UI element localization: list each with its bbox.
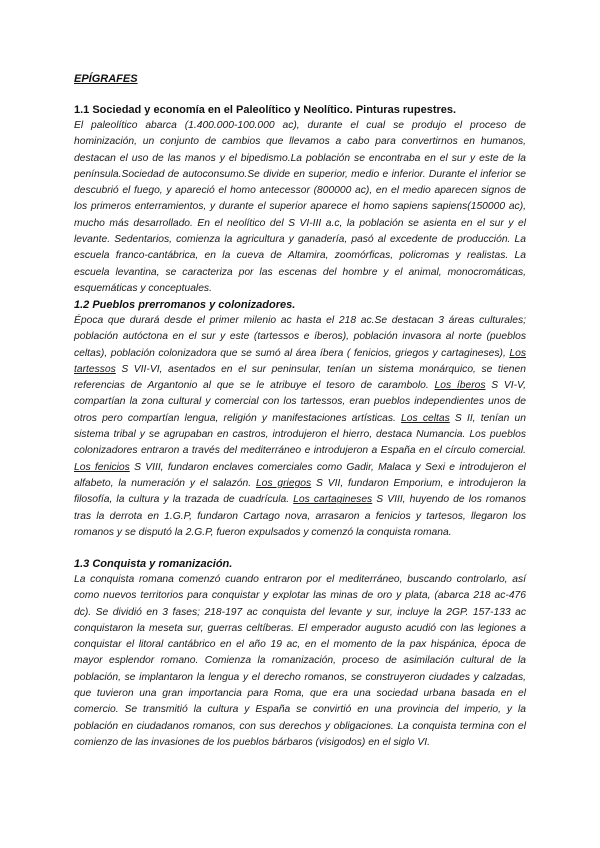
document-title: EPÍGRAFES — [74, 73, 138, 85]
text-run: S VIII, fundaron enclaves comerciales como Gadir, Malaca y Sexi e introdujeron el alfabeto, la numeración y el salazón. — [74, 461, 526, 489]
term-cartagineses: Los cartagineses — [293, 494, 373, 506]
text-run: S VII-VI, asentados en el sur peninsular, tenían un sistema monárquico, se tienen referencias de Argantonio al que se le atribuye el tesoro de carambolo. — [74, 363, 526, 392]
text-run: Época que durará desde el primer milenio ac hasta el 218 ac.Se destacan 3 áreas culturales; población autóctona en el sur y este (tartessos e íberos), población invasora al norte (pueblos celtas), población colonizadora que se sumó al área íbera ( fenicios, griegos y cartagineses), — [74, 315, 526, 359]
term-iberos: Los íberos — [434, 380, 486, 392]
section-paleolitico-neolitico — [74, 102, 526, 297]
section-heading: 1.2 Pueblos prerromanos y colonizadores. — [74, 299, 296, 311]
section-pueblos-prerromanos — [74, 297, 526, 541]
text-run: S VIII, huyendo de los romanos tras la derrota en 1.G.P, fundaron Cartago nova, arrasaron a fenicios y tartesos, llegaron los romanos y se disputó la 2.G.P, fueron expulsados y comenzó la conquista romana. — [74, 494, 526, 538]
term-fenicios: Los fenicios — [74, 461, 130, 473]
section-body: El paleolítico abarca (1.400.000-100.000 ac), durante el cual se produjo el proceso de hominización, un conjunto de cambios que llevamos a cabo para convertirnos en humanos, destacan el uso de las manos y el bipedismo.La población se encontraba en el sur y este de la península.Sociedad de autoconsumo.Se divide en superior, medio e inferior. Durante el inferior se descubrió el fuego, y apareció el homo antecessor (800000 ac), en el medio aparecen signos de los primeros enterramientos, y durante el superior aparece el homo sapiens sapiens(150000 ac), mucho más desarrollado. En el neolítico del S VI-III a.c, la población se asienta en el sur y el levante. Sedentarios, comienza la agricultura y ganadería, pasó al excedente de producción. La escuela franco-cantábrica, en la cueva de Altamira, zoomórficas, policromas y realistas. La escuela levantina, se caracteriza por las escenas del hombre y el animal, monocromáticas, esquemáticas y conceptuales. — [74, 120, 526, 294]
section-body — [74, 313, 526, 541]
text-run: S VI-V, compartían la zona cultural y comercial con los tartessos, eran pueblos independientes unos de otros pero compartían lengua, religión y manifestaciones artísticas. — [74, 380, 526, 424]
text-run: S II, tenían un sistema tribal y se agrupaban en castros, introdujeron el hierro, destaca Numancia. Los pueblos colonizadores entraron a través del mediterráneo e introdujeron a España en el círculo comercial. — [74, 412, 526, 457]
section-conquista-romanizacion — [74, 556, 526, 751]
section-heading: 1.1 Sociedad y economía en el Paleolítico y Neolítico. Pinturas rupestres. — [74, 104, 457, 116]
section-heading: 1.3 Conquista y romanización. — [74, 558, 233, 570]
term-griegos: Los griegos — [255, 477, 312, 489]
text-run: S VII, fundaron Emporium, e introdujeron la filosofía, la cultura y la trazada de cuadrícula. — [74, 477, 527, 506]
section-body: La conquista romana comenzó cuando entraron por el mediterráneo, buscando controlarlo, así como nuevos territorios para conquistar y explotar las minas de oro y plata, (abarca 218 ac-476 dc). Se dividió en 3 fases; 218-197 ac conquista del levante y sur, incluye la 2GP. 157-133 ac conquistaron la meseta sur, guerras celtíberas. El emperador augusto acudió con las legiones a conquistar el litoral cantábrico en el año 19 ac, en el momento de la pax hispánica, época de mayor esplendor romano. Comienza la romanización, proceso de asimilación cultural de la población, se implantaron la lengua y el derecho romanos, se construyeron ciudades y calzadas, que tuvieron una gran importancia para Roma, que era una sociedad urbana basada en el comercio. Se transmitió la cultura y España se convirtió en una provincia del imperio, y la población en ciudadanos romanos, con sus derechos y obligaciones. La conquista termina con el comienzo de las invasiones de los pueblos bárbaros (visigodos) en el siglo VI. — [74, 574, 526, 748]
term-tartessos: Los tartessos — [74, 347, 526, 375]
term-celtas: Los celtas — [401, 412, 450, 424]
